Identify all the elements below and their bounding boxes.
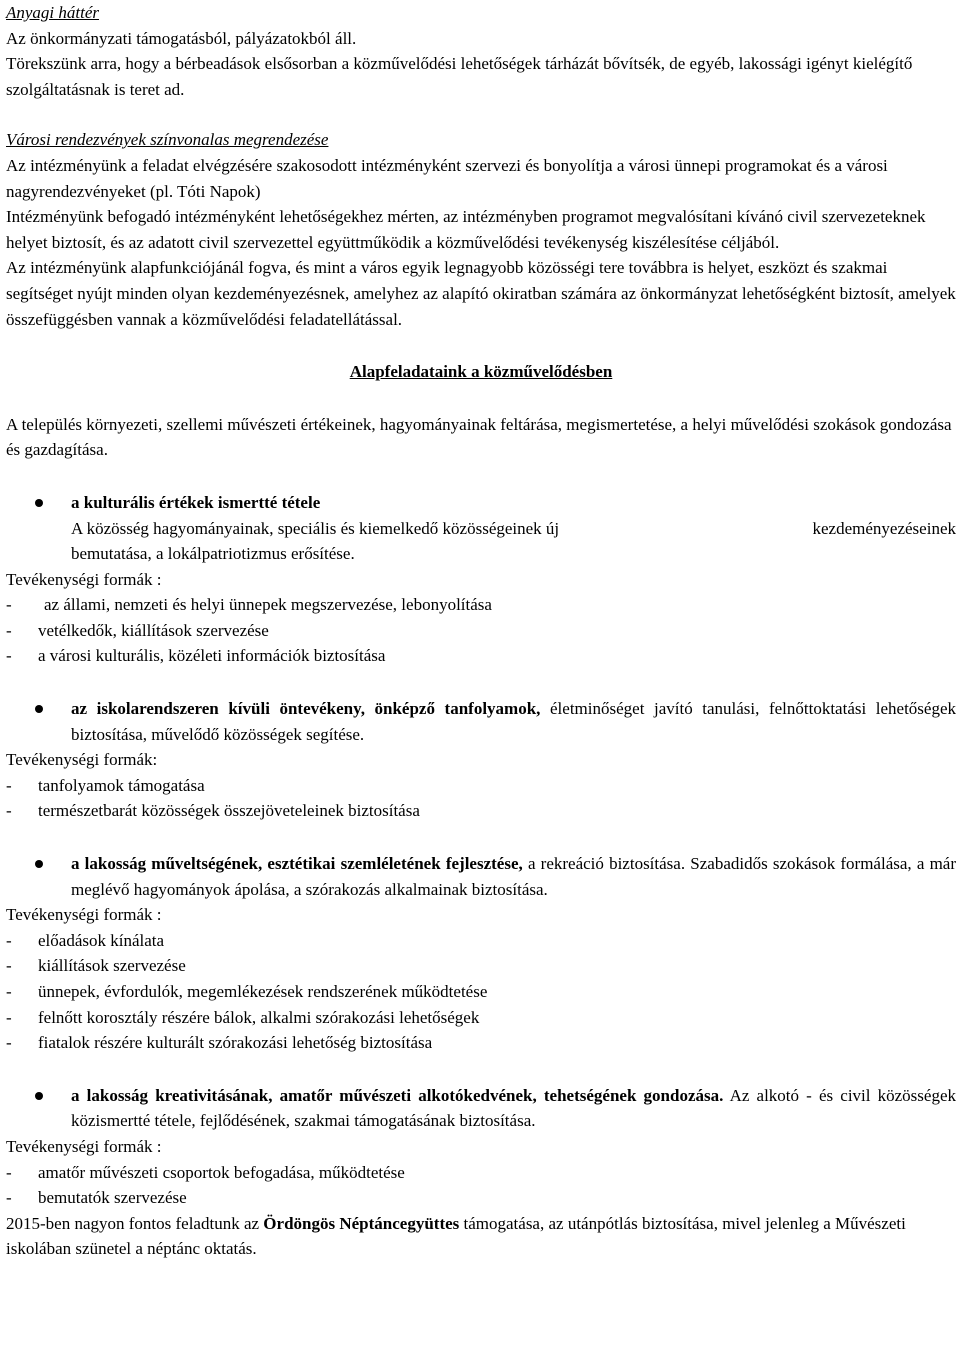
list-item: - fiatalok részére kulturált szórakozási lehetőség biztosítása [6, 1033, 433, 1053]
bullet-title: a lakosság műveltségének, esztétikai szemléletének fejlesztése, [71, 854, 523, 874]
bullet-text: életminőséget javító tanulási, felnőttoktatási lehetőségek biztosítása, művelődő közösségek segítése. [71, 699, 957, 744]
list-item: - amatőr művészeti csoportok befogadása, működtetése [6, 1162, 405, 1182]
forms-label: Tevékenységi formák : [6, 569, 162, 589]
list-item: - vetélkedők, kiállítások szervezése [6, 620, 269, 640]
bullet-text-line: A közösség hagyományainak, speciális és kiemelkedő közösségeinek új [71, 518, 560, 538]
bullet-item-cultural-values [6, 490, 956, 567]
closing-paragraph: 2015-ben nagyon fontos feladtunk az Ördöngös Néptáncegyüttes támogatása, az utánpótlás biztosítása, mivel jelenleg a Művészeti iskolában szünetel a néptánc oktatás. [6, 1213, 906, 1259]
bullet-text: Az alkotó - és civil közösségek közismertté tétele, fejlődésének, szakmai támogatásának biztosítása. [71, 1085, 956, 1131]
section-title-anyagi-hatter: Anyagi háttér [6, 3, 100, 22]
paragraph-host-institution: Intézményünk befogadó intézményként lehetőségekhez mérten, az intézményben programot megvalósítani kívánó civil szervezeteknek helyet biztosít, és az adatott civil szervezettel együttműködik a közművelődési tevékenység kiszélesítése céljából. [6, 207, 926, 252]
main-heading: Alapfeladataink a közművelődésben [349, 362, 613, 382]
list-item: - a városi kulturális, közéleti információk biztosítása [6, 646, 386, 666]
section-title-varosi-rendezvenyek: Városi rendezvények színvonalas megrendezése [6, 130, 329, 150]
paragraph-basic-function: Az intézményünk alapfunkciójánál fogva, és mint a város egyik legnagyobb közösségi tere továbbra is helyet, eszközt és szakmai segítséget nyújt minden olyan kezdeményezésnek, amelyhez az alapító okiratban számára az önkormányzat lehetőségként biztosít, amelyek összefüggésben vannak a közművelődési feladatellátással. [6, 258, 956, 329]
rental-text: Törekszünk arra, hogy a bérbeadások elsősorban a közművelődési lehetőségek tárházát bővítsék, de egyéb, lakossági igényt kielégítő szolgáltatásnak is teret ad. [6, 54, 913, 99]
bullet-text-line: bemutatása, a lokálpatriotizmus erősítése. [71, 544, 355, 564]
bullet-dot [35, 705, 43, 713]
forms-label: Tevékenységi formák : [6, 905, 162, 925]
bullet-title: a lakosság kreativitásának, amatőr művészeti alkotókedvének, tehetségének gondozása. [71, 1085, 724, 1105]
list-item: - kiállítások szervezése [6, 956, 186, 976]
forms-label: Tevékenységi formák : [6, 1136, 162, 1156]
funding-text: Az önkormányzati támogatásból, pályázatokból áll. [6, 28, 357, 48]
bullet-item-culture-development [6, 851, 956, 902]
list-item: - felnőtt korosztály részére bálok, alkalmi szórakozási lehetőségek [6, 1007, 480, 1027]
bullet-title: az iskolarendszeren kívüli öntevékeny, önképző tanfolyamok, [71, 699, 541, 719]
list-item: - tanfolyamok támogatása [6, 775, 205, 795]
bullet-title: a kulturális értékek ismertté tétele [71, 492, 321, 512]
list-item: - természetbarát közösségek összejöveteleinek biztosítása [6, 801, 420, 821]
bullet-item-creativity [6, 1083, 956, 1134]
bullet-item-courses [6, 696, 956, 747]
list-item: - ünnepek, évfordulók, megemlékezések rendszerének működtetése [6, 982, 488, 1001]
paragraph-organizer: Az intézményünk a feladat elvégzésére szakosodott intézményként szervezi és bonyolítja a városi ünnepi programokat és a városi nagyrendezvényeket (pl. Tóti Napok) [6, 155, 888, 201]
bullet-dot [35, 860, 43, 868]
list-item: - előadások kínálata [6, 930, 165, 950]
intro-paragraph: A település környezeti, szellemi művészeti értékeinek, hagyományainak feltárása, megismertetése, a helyi művelődési szokások gondozása és gazdagítása. [6, 414, 952, 460]
bullet-text-line-end: kezdeményezéseinek [812, 518, 956, 538]
bullet-dot [35, 499, 43, 507]
list-item: - az állami, nemzeti és helyi ünnepek megszervezése, lebonyolítása [6, 595, 492, 615]
bullet-text: a rekreáció biztosítása. Szabadidős szokások formálása, a már meglévő hagyományok ápolása, a szórakozás alkalmainak biztosítása. [71, 854, 957, 899]
list-item: - bemutatók szervezése [6, 1188, 187, 1208]
forms-label: Tevékenységi formák: [6, 750, 158, 770]
bullet-dot [35, 1092, 43, 1100]
ensemble-name: Ördöngös Néptáncegyüttes [263, 1213, 460, 1233]
